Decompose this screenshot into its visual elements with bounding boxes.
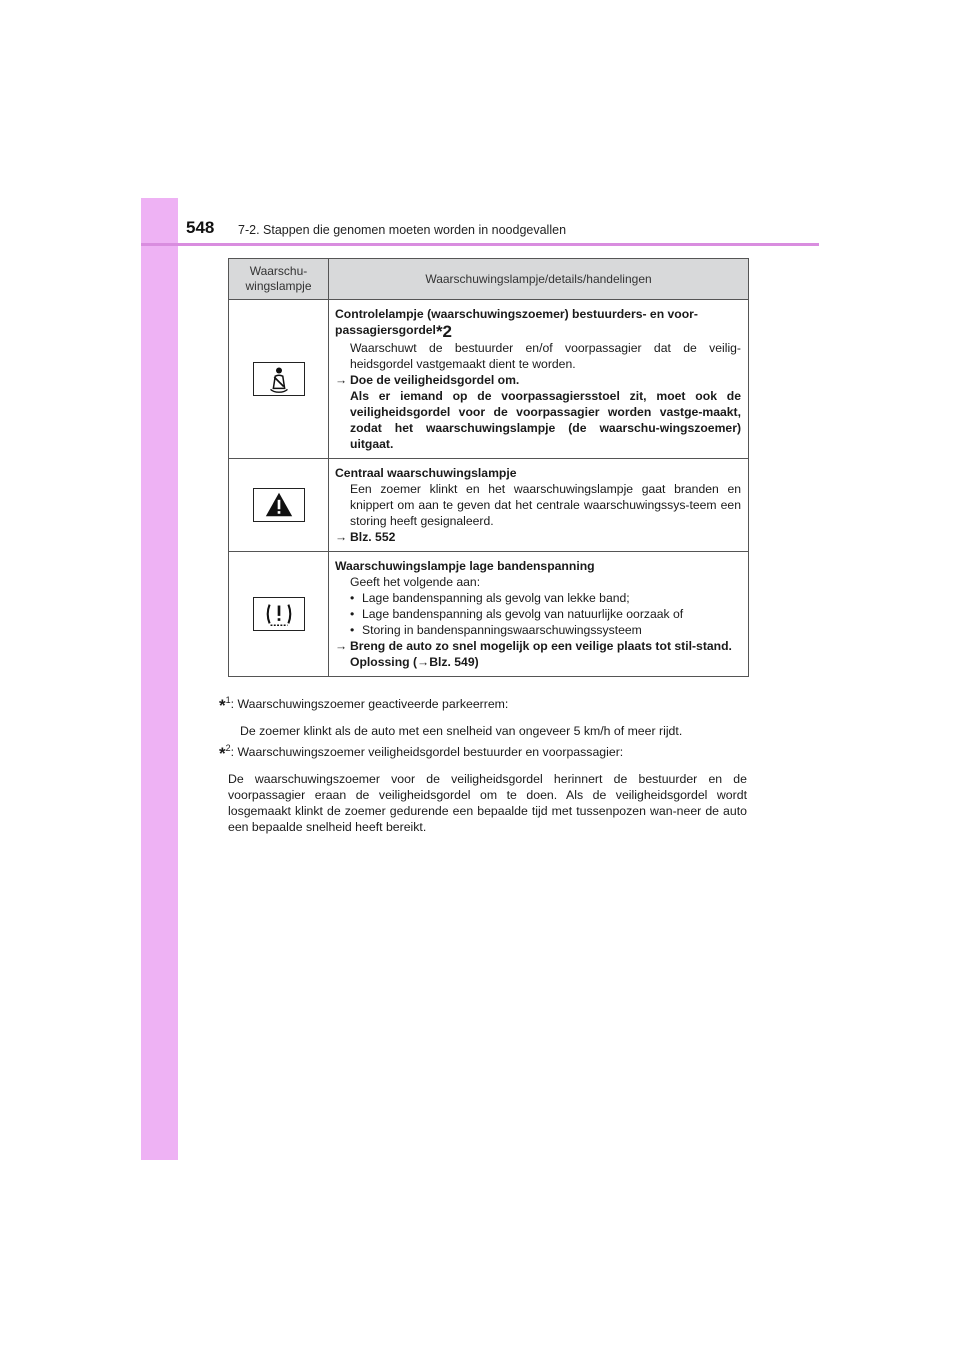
column-header-light: Waarschu-wingslampje <box>229 259 329 300</box>
seatbelt-warning-action-detail: Als er iemand op de voorpassagiersstoel zit, moet ook de veiligheidsgordel voor de voorpassagier worden vastge-maakt, zodat het waarschuwingslampje (de waarschu-wingszoemer) uitgaat. <box>350 389 741 451</box>
footnote-number: 1 <box>225 695 231 705</box>
arrow-icon: → <box>335 530 348 544</box>
tire-pressure-description: Geeft het volgende aan: <box>350 575 481 589</box>
asterisk-icon: * <box>219 744 226 764</box>
seatbelt-warning-action: Doe de veiligheidsgordel om. <box>350 373 520 387</box>
bullet-icon: • <box>350 607 355 621</box>
seatbelt-warning-title: Controlelampje (waarschuwingszoemer) bestuurders- en voor-passagiersgordel <box>335 307 698 337</box>
table-row <box>229 459 749 552</box>
bullet-icon: • <box>350 623 355 637</box>
list-item: • Lage bandenspanning als gevolg van lekke band; <box>350 591 630 605</box>
tire-pressure-title: Waarschuwingslampje lage bandenspanning <box>335 559 595 573</box>
seatbelt-warning-description: Waarschuwt de bestuurder en/of voorpassagier dat de veilig-heidsgordel vastgemaakt dient te worden. <box>350 341 741 371</box>
page-number: 548 <box>186 218 215 237</box>
master-warning-title: Centraal waarschuwingslampje <box>335 466 517 480</box>
column-header-details: Waarschuwingslampje/details/handelingen <box>329 259 749 300</box>
footnote-number: 2 <box>225 743 231 753</box>
tire-pressure-action: Breng de auto zo snel mogelijk op een veilige plaats tot stil-stand. <box>350 639 732 653</box>
warning-lights-table <box>228 258 749 677</box>
footnote-2 <box>219 740 747 835</box>
footnote-heading: : Waarschuwingszoemer geactiveerde parkeerrem: <box>230 697 509 712</box>
master-warning-icon <box>253 488 305 522</box>
footnote-body: De zoemer klinkt als de auto met een snelheid van ongeveer 5 km/h of meer rijdt. <box>240 724 683 739</box>
section-title: 7-2. Stappen die genomen moeten worden in noodgevallen <box>238 223 567 237</box>
table-header-row <box>229 259 749 300</box>
tire-pressure-solution: Oplossing (→Blz. 549) <box>350 655 479 669</box>
arrow-icon: → <box>335 373 348 387</box>
table-row <box>229 300 749 459</box>
table-row <box>229 552 749 677</box>
solution-page-link[interactable]: Blz. 549) <box>429 655 479 669</box>
list-item: • Lage bandenspanning als gevolg van natuurlijke oorzaak of <box>350 607 684 621</box>
seatbelt-warning-icon <box>253 362 305 396</box>
asterisk-icon: * <box>219 696 226 716</box>
footnote-body: De waarschuwingszoemer voor de veiligheidsgordel herinnert de bestuurder en de voorpassagier eraan de veiligheidsgordel om te doen. Als de veiligheidsgordel wordt losgemaakt klinkt de zoemer gedurende een bepaalde tijd met tussenpozen wan-neer de auto een bepaalde snelheid heeft bereikt. <box>228 772 747 835</box>
footnote-1 <box>219 692 747 739</box>
tire-pressure-warning-icon <box>253 597 305 631</box>
footnote-heading: : Waarschuwingszoemer veiligheidsgordel bestuurder en voorpassagier: <box>230 745 624 760</box>
list-item: • Storing in bandenspanningswaarschuwingssysteem <box>350 623 642 637</box>
footnote-marker: *2 <box>435 322 453 341</box>
master-warning-page-link[interactable]: Blz. 552 <box>350 530 396 544</box>
bullet-icon: • <box>350 591 355 605</box>
master-warning-description: Een zoemer klinkt en het waarschuwingslampje gaat branden en knippert om aan te geven dat het centrale waarschuwingssys-teem een storing heeft gesignaleerd. <box>350 482 741 528</box>
header-divider <box>141 243 819 246</box>
arrow-icon: → <box>417 655 430 669</box>
chapter-sidebar <box>141 198 178 1160</box>
arrow-icon: → <box>335 639 348 653</box>
